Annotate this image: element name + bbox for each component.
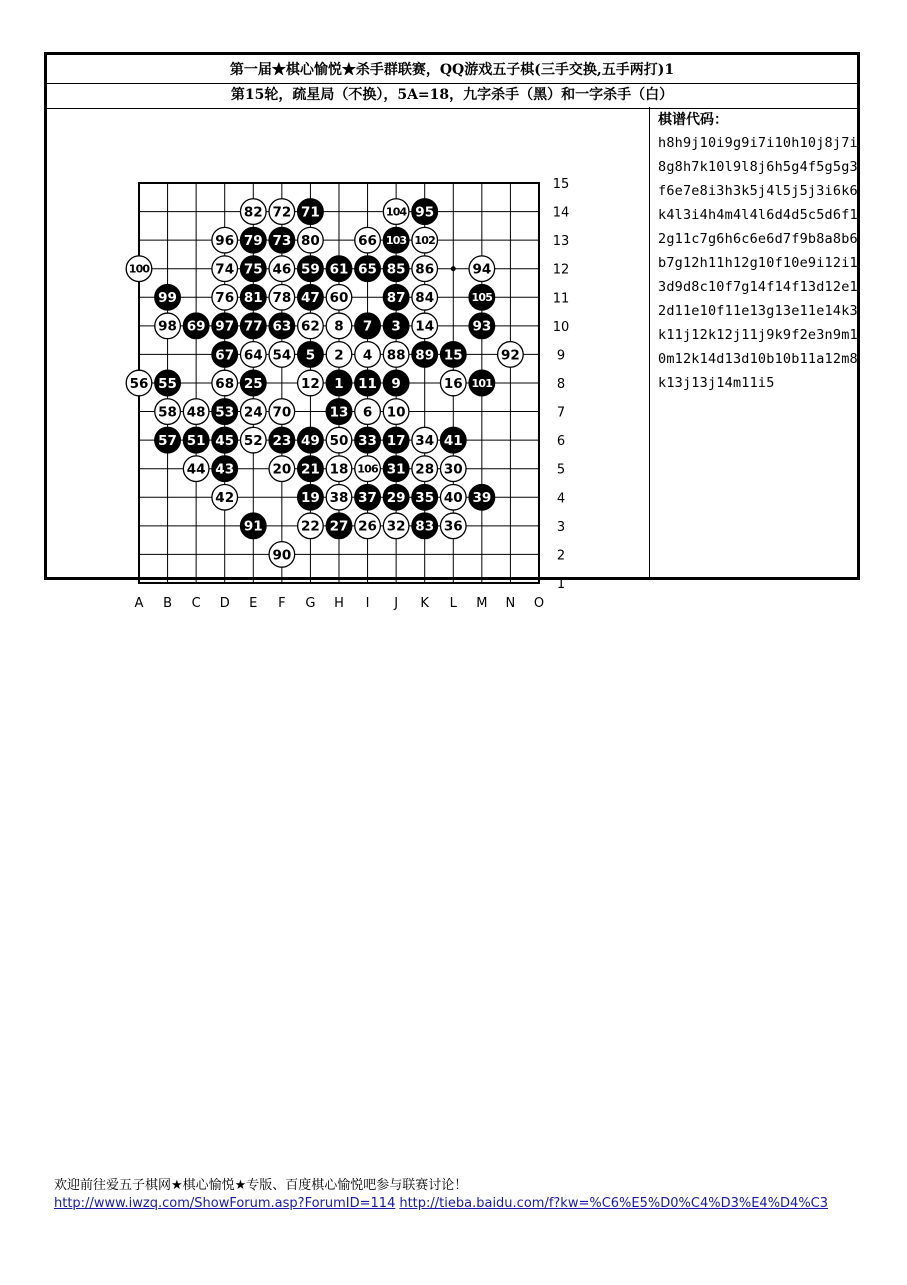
move-number: 85 bbox=[386, 261, 406, 278]
move-number: 4 bbox=[362, 347, 373, 364]
move-number: 54 bbox=[272, 347, 292, 364]
row-label: 5 bbox=[556, 462, 566, 478]
column-label: J bbox=[394, 595, 399, 611]
move-number: 80 bbox=[301, 233, 320, 249]
move-number: 13 bbox=[329, 404, 349, 421]
move-number: 47 bbox=[301, 290, 320, 307]
move-number: 75 bbox=[243, 261, 263, 278]
move-number: 67 bbox=[215, 347, 235, 364]
row-label: 12 bbox=[552, 262, 570, 278]
move-number: 14 bbox=[415, 318, 435, 335]
move-number: 16 bbox=[443, 375, 463, 392]
column-label: G bbox=[305, 595, 316, 611]
move-number: 49 bbox=[301, 432, 320, 449]
move-number: 103 bbox=[385, 234, 407, 248]
move-number: 22 bbox=[301, 518, 320, 535]
move-number: 32 bbox=[386, 518, 406, 535]
move-number: 78 bbox=[272, 290, 292, 307]
move-number: 77 bbox=[243, 318, 263, 335]
column-label: M bbox=[476, 595, 488, 611]
move-number: 3 bbox=[391, 318, 401, 335]
move-number: 25 bbox=[243, 375, 263, 392]
code-line: 8g8h7k10l9l8j6h5g4f5g5g3 bbox=[658, 159, 858, 175]
move-number: 87 bbox=[386, 290, 406, 307]
move-number: 18 bbox=[329, 461, 349, 478]
move-number: 64 bbox=[243, 347, 263, 364]
row-label: 2 bbox=[556, 548, 566, 564]
move-number: 6 bbox=[362, 404, 373, 421]
move-number: 2 bbox=[334, 347, 344, 364]
move-number: 96 bbox=[215, 233, 235, 249]
column-label: F bbox=[278, 595, 286, 611]
column-label: E bbox=[249, 595, 258, 611]
code-line: 3d9d8c10f7g14f14f13d12e1 bbox=[658, 279, 858, 295]
row-label: 9 bbox=[556, 348, 566, 364]
move-number: 26 bbox=[358, 518, 377, 535]
code-line: 2g11c7g6h6c6e6d7f9b8a8b6 bbox=[658, 231, 858, 247]
move-number: 52 bbox=[243, 432, 263, 449]
move-number: 11 bbox=[358, 375, 377, 392]
move-number: 74 bbox=[215, 261, 235, 278]
move-number: 34 bbox=[415, 432, 435, 449]
column-label: B bbox=[163, 595, 173, 611]
move-number: 30 bbox=[443, 461, 463, 478]
move-number: 89 bbox=[415, 347, 435, 364]
move-number: 17 bbox=[386, 432, 406, 449]
column-label: K bbox=[420, 595, 429, 611]
column-label: I bbox=[365, 595, 370, 611]
move-number: 92 bbox=[501, 347, 520, 364]
move-number: 43 bbox=[215, 461, 235, 478]
move-number: 101 bbox=[471, 376, 493, 390]
gomoku-board bbox=[47, 107, 649, 611]
move-number: 99 bbox=[158, 290, 177, 307]
star-point bbox=[451, 266, 456, 271]
move-number: 57 bbox=[158, 432, 177, 449]
move-number: 72 bbox=[272, 204, 292, 221]
move-number: 104 bbox=[385, 205, 407, 219]
move-number: 35 bbox=[415, 490, 435, 507]
code-cell bbox=[650, 107, 857, 577]
move-number: 60 bbox=[329, 290, 349, 307]
row-label: 1 bbox=[556, 576, 566, 592]
record-sheet bbox=[44, 52, 860, 611]
board-cell bbox=[47, 107, 650, 611]
move-number: 82 bbox=[243, 204, 263, 221]
move-number: 55 bbox=[158, 375, 177, 392]
move-number: 36 bbox=[443, 518, 463, 535]
title-line-2: 第15轮，疏星局（不换），5A=18，九字杀手（黑）和一字杀手（白） bbox=[47, 82, 857, 109]
move-number: 100 bbox=[128, 262, 150, 276]
row-label: 11 bbox=[552, 291, 570, 307]
move-number: 10 bbox=[386, 404, 406, 421]
tieba-link[interactable]: http://tieba.baidu.com/f?kw=%C6%E5%D0%C4%D3%E4%D4%C3 bbox=[399, 1196, 829, 1211]
move-number: 76 bbox=[215, 290, 235, 307]
move-number: 66 bbox=[358, 233, 377, 249]
move-number: 37 bbox=[358, 490, 377, 507]
row-label: 13 bbox=[552, 234, 570, 250]
move-number: 91 bbox=[243, 518, 263, 535]
code-line: 0m12k14d13d10b10b11a12m8 bbox=[658, 351, 858, 367]
column-label: D bbox=[219, 595, 230, 611]
move-number: 51 bbox=[186, 432, 206, 449]
row-label: 3 bbox=[556, 519, 566, 535]
move-number: 41 bbox=[443, 432, 463, 449]
column-label: C bbox=[191, 595, 201, 611]
move-number: 38 bbox=[329, 490, 349, 507]
column-label: N bbox=[505, 595, 516, 611]
row-label: 15 bbox=[552, 177, 570, 192]
move-number: 53 bbox=[215, 404, 235, 421]
move-number: 33 bbox=[358, 432, 377, 449]
move-number: 94 bbox=[472, 261, 492, 278]
move-number: 81 bbox=[243, 290, 263, 307]
row-label: 7 bbox=[556, 405, 566, 421]
move-number: 9 bbox=[391, 375, 401, 392]
column-label: A bbox=[134, 595, 144, 611]
move-number: 56 bbox=[129, 375, 149, 392]
move-number: 105 bbox=[471, 291, 493, 305]
footer bbox=[54, 1177, 832, 1213]
move-number: 69 bbox=[186, 318, 206, 335]
move-number: 46 bbox=[272, 261, 292, 278]
column-label: O bbox=[533, 595, 545, 611]
move-number: 102 bbox=[414, 234, 435, 248]
code-label: 棋谱代码： bbox=[658, 112, 728, 128]
move-number: 63 bbox=[272, 318, 292, 335]
move-number: 98 bbox=[158, 318, 177, 335]
code-line: b7g12h11h12g10f10e9i12i1 bbox=[658, 255, 858, 271]
move-number: 58 bbox=[158, 404, 177, 421]
move-number: 97 bbox=[215, 318, 235, 335]
code-line: f6e7e8i3h3k5j4l5j5j3i6k6 bbox=[658, 183, 858, 199]
move-number: 7 bbox=[362, 318, 373, 335]
title-line-1: 第一届★棋心愉悦★杀手群联赛，QQ游戏五子棋(三手交换,五手两打)1 bbox=[47, 57, 857, 84]
forum-link[interactable]: http://www.iwzq.com/ShowForum.asp?ForumID=114 bbox=[54, 1196, 396, 1211]
move-number: 44 bbox=[186, 461, 206, 478]
move-number: 27 bbox=[329, 518, 349, 535]
move-number: 70 bbox=[272, 404, 292, 421]
code-lines bbox=[658, 131, 858, 395]
move-number: 29 bbox=[386, 490, 406, 507]
move-number: 23 bbox=[272, 432, 292, 449]
move-number: 19 bbox=[301, 490, 320, 507]
code-line: h8h9j10i9g9i7i10h10j8j7i bbox=[658, 135, 858, 151]
footer-text: 欢迎前往爱五子棋网★棋心愉悦★专版、百度棋心愉悦吧参与联赛讨论！ bbox=[54, 1178, 468, 1193]
row-label: 6 bbox=[556, 434, 566, 450]
move-number: 48 bbox=[186, 404, 206, 421]
column-label: H bbox=[334, 595, 344, 611]
move-number: 15 bbox=[443, 347, 463, 364]
move-number: 88 bbox=[386, 347, 406, 364]
move-number: 24 bbox=[243, 404, 263, 421]
move-number: 8 bbox=[334, 318, 344, 335]
move-number: 73 bbox=[272, 233, 292, 249]
row-label: 14 bbox=[552, 205, 570, 221]
code-line: k11j12k12j11j9k9f2e3n9m1 bbox=[658, 327, 858, 343]
move-number: 20 bbox=[272, 461, 292, 478]
row-label: 4 bbox=[556, 491, 566, 507]
move-number: 45 bbox=[215, 432, 235, 449]
move-number: 83 bbox=[415, 518, 435, 535]
code-line: 2d11e10f11e13g13e11e14k3 bbox=[658, 303, 858, 319]
code-line: k4l3i4h4m4l4l6d4d5c5d6f1 bbox=[658, 207, 858, 223]
move-number: 68 bbox=[215, 375, 235, 392]
move-number: 39 bbox=[472, 490, 492, 507]
row-label: 8 bbox=[556, 376, 566, 392]
move-number: 1 bbox=[334, 375, 344, 392]
code-line: k13j13j14m11i5 bbox=[658, 375, 775, 391]
move-number: 90 bbox=[272, 547, 292, 564]
move-number: 12 bbox=[301, 375, 320, 392]
column-label: L bbox=[449, 595, 457, 611]
move-number: 86 bbox=[415, 261, 435, 278]
move-number: 28 bbox=[415, 461, 435, 478]
row-label: 10 bbox=[552, 319, 570, 335]
move-number: 95 bbox=[415, 204, 435, 221]
move-number: 50 bbox=[329, 432, 349, 449]
move-number: 62 bbox=[301, 318, 320, 335]
move-number: 84 bbox=[415, 290, 435, 307]
move-number: 65 bbox=[358, 261, 377, 278]
move-number: 59 bbox=[301, 261, 320, 278]
move-number: 5 bbox=[305, 347, 316, 364]
move-number: 31 bbox=[386, 461, 406, 478]
move-number: 42 bbox=[215, 490, 235, 507]
move-number: 21 bbox=[301, 461, 320, 478]
move-number: 71 bbox=[301, 204, 320, 221]
move-number: 106 bbox=[357, 462, 378, 476]
move-number: 61 bbox=[329, 261, 349, 278]
move-number: 40 bbox=[443, 490, 463, 507]
move-number: 79 bbox=[243, 233, 263, 249]
move-number: 93 bbox=[472, 318, 492, 335]
